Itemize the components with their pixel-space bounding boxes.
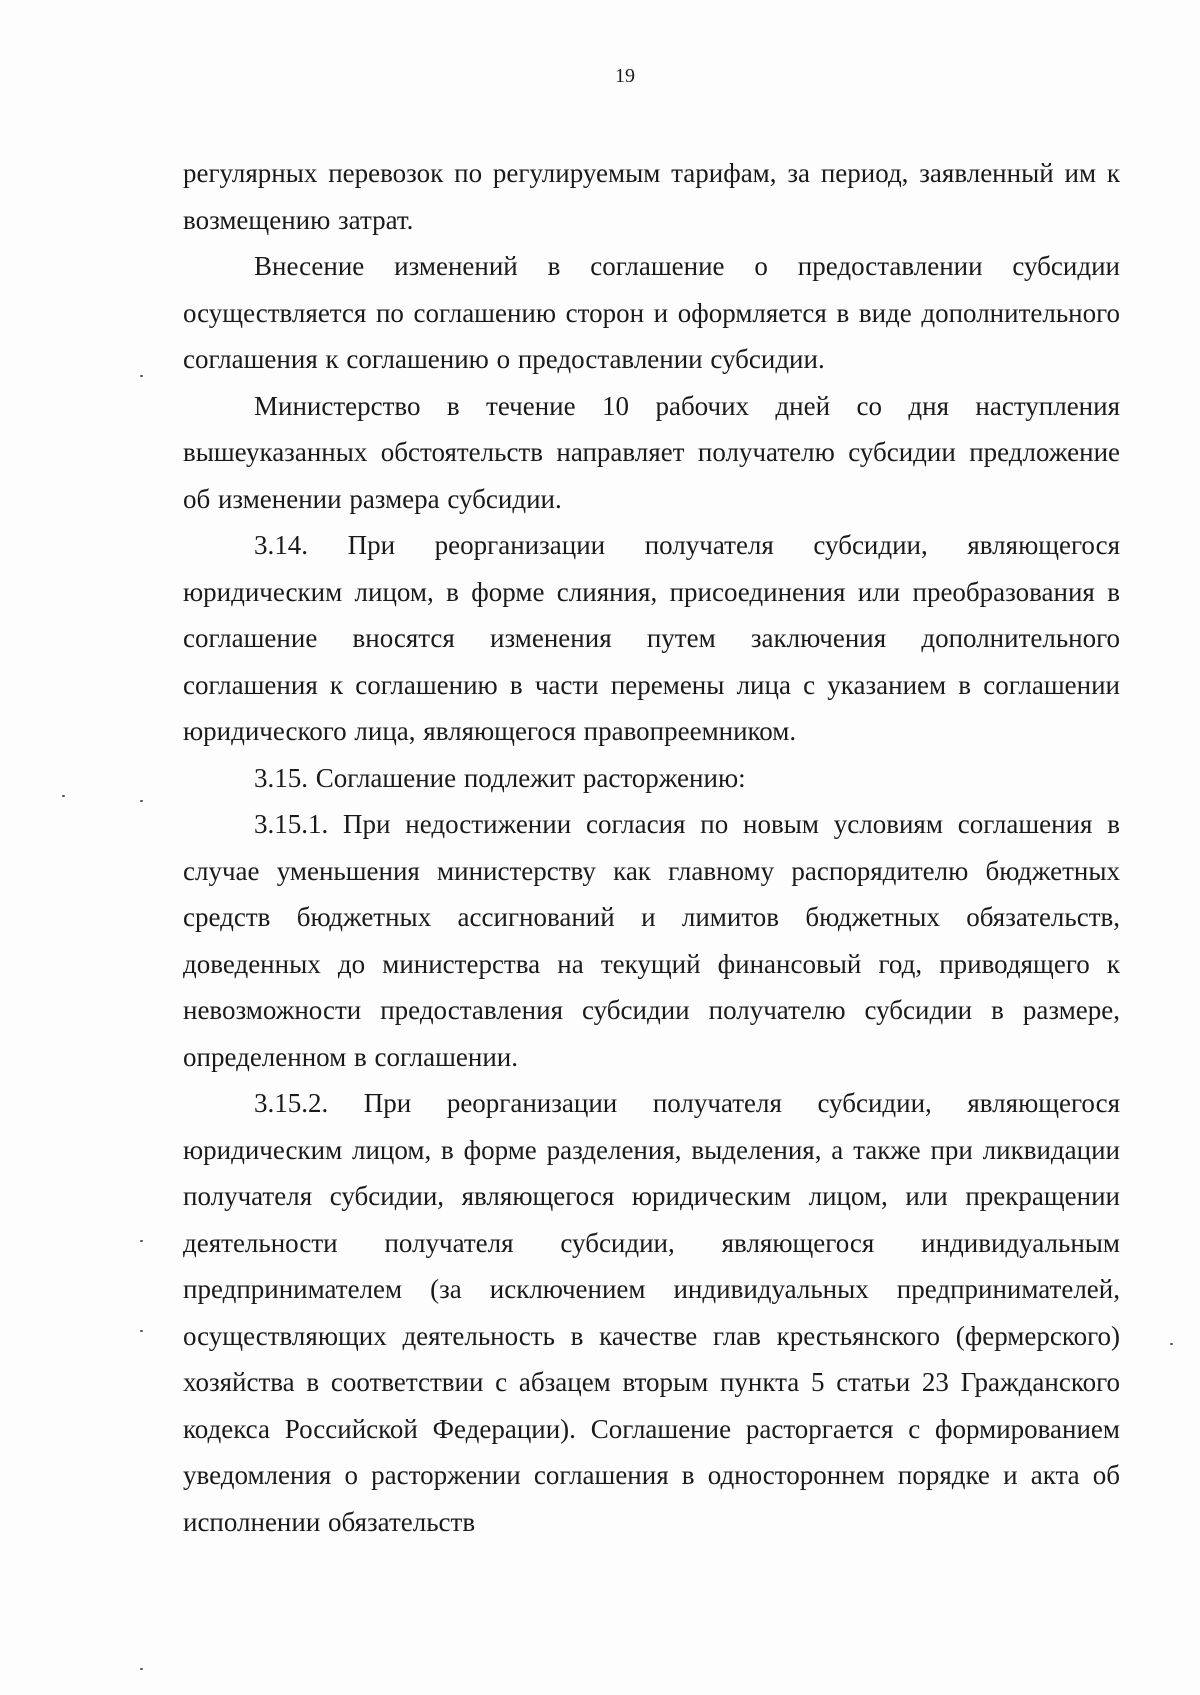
scan-speck — [140, 1330, 143, 1332]
paragraph-3-14: 3.14. При реорганизации получателя субсидии, являющегося юридическим лицом, в форме слияния, присоединения или преобразования в соглашение вносятся изменения путем заключения дополнительного соглашения к соглашению в части перемены лица с указанием в соглашении юридического лица, являющегося правопреемником. — [183, 530, 1120, 746]
scan-speck — [140, 800, 143, 802]
paragraph-3-15: 3.15. Соглашение подлежит расторжению: — [254, 762, 746, 793]
page-number: 19 — [615, 65, 635, 87]
scan-speck — [140, 375, 143, 377]
paragraph-3-15-1: 3.15.1. При недостижении согласия по новым условиям соглашения в случае уменьшения министерству как главному распорядителю бюджетных средств бюджетных ассигнований и лимитов бюджетных обязательств, доведенных до министерства на текущий финансовый год, приводящего к невозможности предоставления субсидии получателю субсидии в размере, определенном в соглашении. — [183, 809, 1120, 1072]
scan-speck — [140, 1240, 143, 1242]
scan-speck — [62, 795, 65, 797]
paragraph-continuation: регулярных перевозок по регулируемым тарифам, за период, заявленный им к возмещению затрат. — [183, 158, 1120, 235]
paragraph-ministry-notice: Министерство в течение 10 рабочих дней со дня наступления вышеуказанных обстоятельств направляет получателю субсидии предложение об изменении размера субсидии. — [183, 390, 1120, 514]
paragraph-amendment: Внесение изменений в соглашение о предоставлении субсидии осуществляется по соглашению сторон и оформляется в виде дополнительного соглашения к соглашению о предоставлении субсидии. — [183, 251, 1120, 374]
scan-speck — [140, 1668, 143, 1670]
body-text — [183, 150, 1120, 1545]
scan-speck — [1170, 1343, 1173, 1345]
paragraph-3-15-2: 3.15.2. При реорганизации получателя субсидии, являющегося юридическим лицом, в форме разделения, выделения, а также при ликвидации получателя субсидии, являющегося юридическим лицом, или прекращении деятельности получателя субсидии, являющегося индивидуальным предпринимателем (за исключением индивидуальных предпринимателей, осуществляющих деятельность в качестве глав крестьянского (фермерского) хозяйства в соответствии с абзацем вторым пункта 5 статьи 23 Гражданского кодекса Российской Федерации). Соглашение расторгается с формированием уведомления о расторжении соглашения в одностороннем порядке и акта об исполнении обязательств — [183, 1088, 1120, 1537]
